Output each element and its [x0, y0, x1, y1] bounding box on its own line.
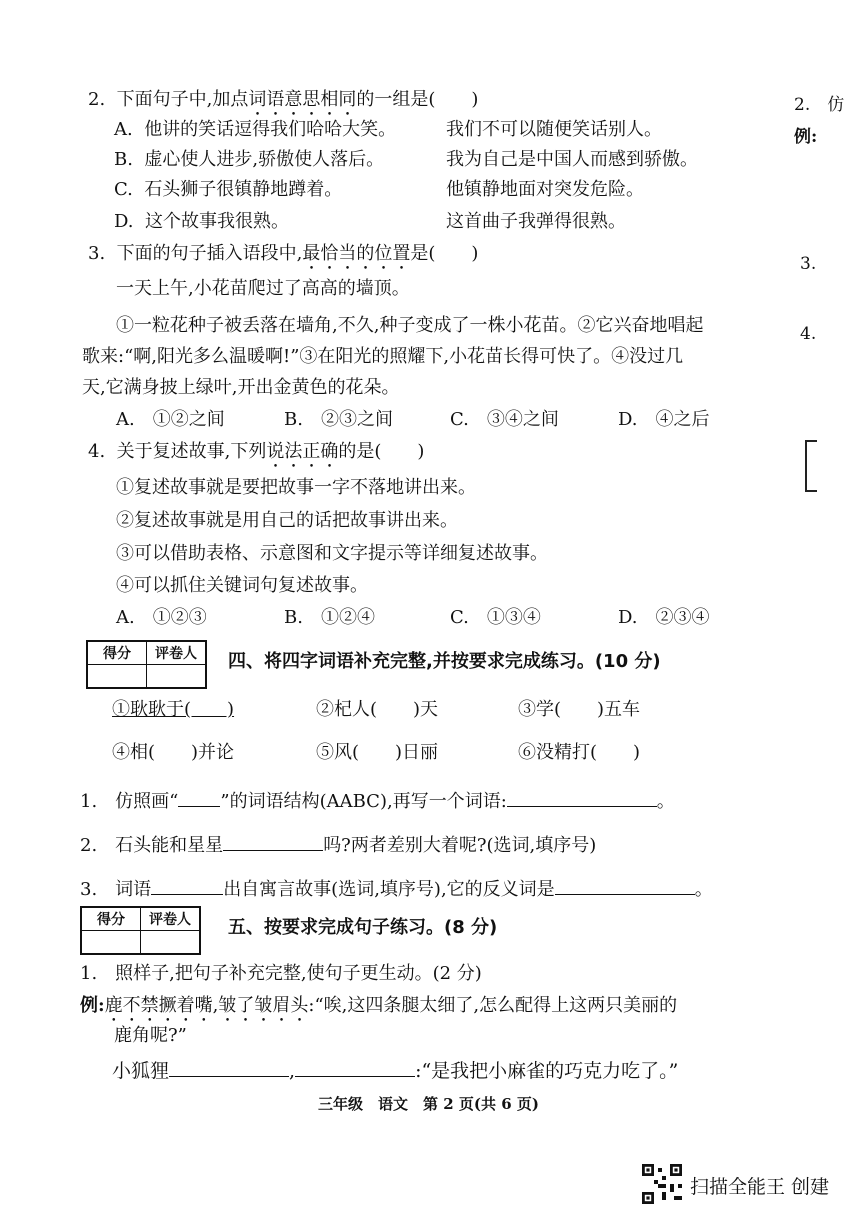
- sec4-word-4[interactable]: ④相( )并论: [112, 742, 235, 763]
- q4-option-b: B. ①②④: [284, 607, 375, 628]
- q2-option-b-right: 我为自己是中国人而感到骄傲。: [446, 149, 698, 170]
- q2-option-d: D. 这个故事我很熟。: [114, 211, 289, 232]
- q2-number: 2.: [88, 89, 106, 110]
- blank-short[interactable]: [178, 788, 220, 807]
- q3-paragraph-line3: 天,它满身披上绿叶,开出金黄色的花朵。: [82, 377, 400, 398]
- q4-dotted-phrase: 说法正确: [266, 441, 339, 462]
- q2-option-d-right: 这首曲子我弹得很熟。: [446, 211, 626, 232]
- sec5-title: 五、按要求完成句子练习。(8 分): [228, 917, 498, 938]
- q2-option-a: A. 他讲的笑话逗得我们哈哈大笑。: [114, 119, 397, 140]
- score-label: 得分: [87, 641, 147, 665]
- q4-item-1: ①复述故事就是要把故事一字不落地讲出来。: [116, 477, 476, 498]
- q2-option-c: C. 石头狮子很镇静地蹲着。: [114, 179, 343, 200]
- q3-paragraph-line2: 歌来:“啊,阳光多么温暖啊!”③在阳光的照耀下,小花苗长得可快了。④没过几: [82, 346, 684, 367]
- sec4-exercise-1: 1. 仿照画“ ”的词语结构(AABC),再写一个词语: 。: [80, 788, 675, 814]
- sec4-word-1[interactable]: ①耿耿于( ): [112, 699, 235, 720]
- q4-item-3: ③可以借助表格、示意图和文字提示等详细复述故事。: [116, 543, 548, 564]
- sec4-word-2[interactable]: ②杞人( )天: [316, 699, 439, 720]
- sec5-example-line1: 例:鹿不禁撅着嘴,皱了皱眉头:“唉,这四条腿太细了,怎么配得上这两只美丽的: [80, 995, 678, 1016]
- q2-option-a-right: 我们不可以随便笑话别人。: [446, 119, 662, 140]
- page-footer: 三年级 语文 第 2 页(共 6 页): [318, 1095, 539, 1113]
- grader-cell[interactable]: [147, 665, 207, 689]
- q2-option-b: B. 虚心使人进步,骄傲使人落后。: [114, 149, 385, 170]
- q2-stem: 2. 下面句子中,加点词语意思相同的一组是( ): [88, 89, 479, 110]
- score-box-sec5: [80, 906, 201, 955]
- sec4-exercise-2: 2. 石头能和星星 吗?两者差别大着呢?(选词,填序号): [80, 832, 596, 858]
- grader-label: 评卷人: [141, 907, 201, 931]
- answer-blank-1[interactable]: [507, 788, 657, 807]
- score-box-sec4: [86, 640, 207, 689]
- answer-blank-5[interactable]: [169, 1058, 289, 1077]
- answer-blank-4[interactable]: [555, 876, 695, 895]
- sec4-title: 四、将四字词语补充完整,并按要求完成练习。(10 分): [228, 651, 661, 672]
- q3-option-a: A. ①②之间: [116, 409, 225, 430]
- answer-blank-6[interactable]: [295, 1058, 415, 1077]
- q4-item-2: ②复述故事就是用自己的话把故事讲出来。: [116, 510, 458, 531]
- q4-option-d: D. ②③④: [618, 607, 710, 628]
- sec4-exercise-3: 3. 词语 出自寓言故事(选词,填序号),它的反义词是 。: [80, 876, 713, 902]
- q4-stem: 4. 关于复述故事,下列说法正确的是( ): [88, 441, 425, 462]
- grader-cell[interactable]: [141, 931, 201, 955]
- score-cell[interactable]: [87, 665, 147, 689]
- q2-dotted-phrase: 词语意思相同: [248, 89, 357, 110]
- q4-item-4: ④可以抓住关键词句复述故事。: [116, 575, 368, 596]
- score-cell[interactable]: [81, 931, 141, 955]
- q3-stem: 3. 下面的句子插入语段中,最恰当的位置是( ): [88, 243, 479, 264]
- q4-option-a: A. ①②③: [116, 607, 207, 628]
- side-example: 例:: [794, 127, 818, 147]
- sec5-example-line2: 鹿角呢?”: [114, 1025, 187, 1046]
- q3-dotted-phrase: 最恰当的位置: [302, 243, 411, 264]
- example-dotted-phrase: 鹿不禁撅着嘴,皱了皱眉头: [104, 995, 309, 1016]
- sec4-word-5[interactable]: ⑤风( )日丽: [316, 742, 439, 763]
- side-q4: 4.: [800, 324, 817, 344]
- q2-option-c-right: 他镇静地面对突发危险。: [446, 179, 644, 200]
- score-label: 得分: [81, 907, 141, 931]
- brand-watermark: 扫描全能王 创建: [690, 1176, 830, 1198]
- q3-option-c: C. ③④之间: [450, 409, 559, 430]
- side-bracket: [805, 440, 817, 492]
- sec5-question-1: 1. 照样子,把句子补充完整,使句子更生动。(2 分): [80, 963, 482, 984]
- answer-blank-2[interactable]: [223, 832, 323, 851]
- qr-code-icon: [642, 1164, 682, 1204]
- grader-label: 评卷人: [147, 641, 207, 665]
- q4-option-c: C. ①③④: [450, 607, 541, 628]
- q3-paragraph-line1: ①一粒花种子被丢落在墙角,不久,种子变成了一株小花苗。②它兴奋地唱起: [116, 315, 704, 336]
- answer-blank-3[interactable]: [151, 876, 223, 895]
- q3-option-b: B. ②③之间: [284, 409, 393, 430]
- sec4-word-6[interactable]: ⑥没精打( ): [518, 742, 641, 763]
- q3-insert-sentence: 一天上午,小花苗爬过了高高的墙顶。: [116, 278, 410, 299]
- q3-option-d: D. ④之后: [618, 409, 710, 430]
- sec4-word-3[interactable]: ③学( )五车: [518, 699, 641, 720]
- sec5-fill-line: 小狐狸 , :“是我把小麻雀的巧克力吃了。”: [112, 1060, 679, 1082]
- side-q3: 3.: [800, 254, 817, 274]
- side-q2: 2. 仿: [794, 95, 845, 115]
